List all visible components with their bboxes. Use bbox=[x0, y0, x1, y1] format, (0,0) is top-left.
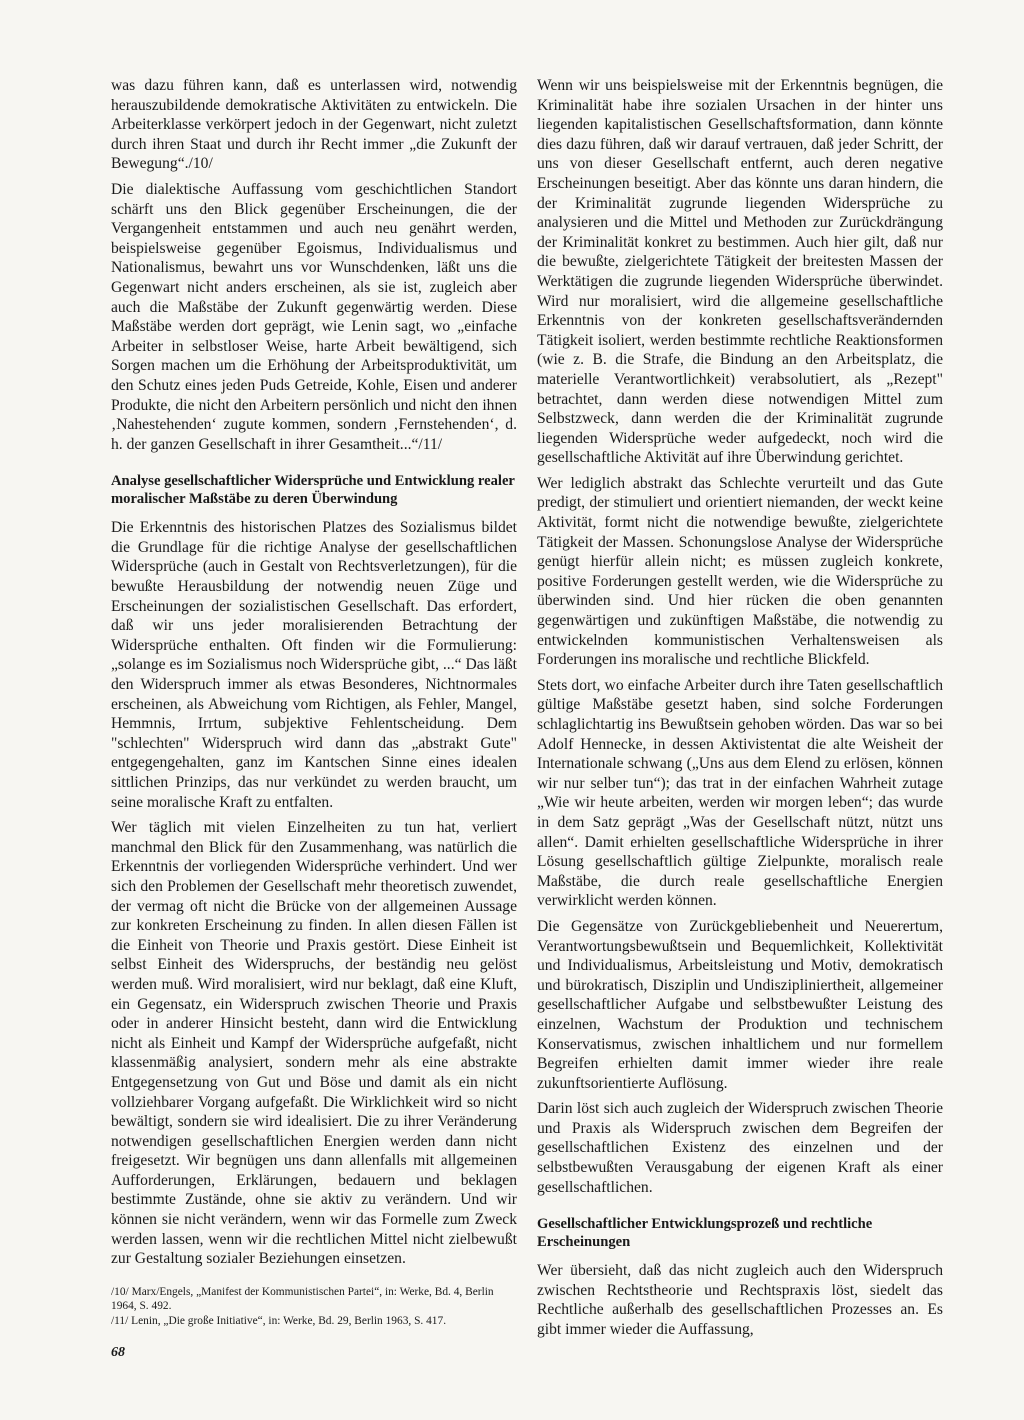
paragraph: Wer übersieht, daß das nicht zugleich auch den Widerspruch zwischen Rechtstheorie und Rechtspraxis löst, siedelt das Rechtliche außerhalb des gesellschaftlichen Prozesses an. Es gibt immer wieder die Auffassung, bbox=[537, 1262, 943, 1339]
footnote-10: /10/ Marx/Engels, „Manifest der Kommunistischen Partei“, in: Werke, Bd. 4, Berlin 1964, S. 492. bbox=[111, 1285, 494, 1313]
paragraph: Die Erkenntnis des historischen Platzes des Sozialismus bildet die Grundlage für die richtige Analyse der gesellschaftlichen Widersprüche (auch in Gestalt von Rechtsverletzungen), für die bewußte Herausbildung der notwendig neuen Züge und Erscheinungen der sozialistischen Gesellschaft. Das erfordert, daß wir uns jeder moralisierenden Betrachtung der Widersprüche enthalten. Oft finden wir die Formulierung: „solange es im Sozialismus noch Widersprüche gibt, ...“ Das läßt den Widerspruch immer als etwas Besonderes, Nichtnormales erscheinen, als Abweichung vom Richtigen, als Fehler, Mangel, Hemmnis, Irrtum, subjektive Fehlentscheidung. Dem "schlechten" Widerspruch wird dann das „abstrakt Gute" entgegengehalten, ganz im Kantschen Sinne eines idealen sittlichen Prinzips, das nur verkündet zu werden braucht, um seine moralische Kraft zu entfalten. bbox=[111, 519, 517, 811]
footnotes bbox=[111, 1285, 517, 1328]
paragraph: Darin löst sich auch zugleich der Widerspruch zwischen Theorie und Praxis als Widerspruch zwischen dem Begreifen der gesellschaftlichen Existenz des einzelnen und der selbstbewußten Verausgabung der eigenen Kraft als einer gesellschaftlichen. bbox=[537, 1100, 943, 1196]
paragraph: Die dialektische Auffassung vom geschichtlichen Standort schärft uns den Blick gegenüber Erscheinungen, die der Vergangenheit entstammen und auch neu genährt werden, beispielsweise gegenüber Egoismus, Individualismus und Nationalismus, bewahrt uns vor Wunschdenken, läßt uns die Gegenwart nicht anders erscheinen, als sie ist, zugleich aber auch die Maßstäbe der Zukunft gegenwärtig werden. Diese Maßstäbe werden dort geprägt, wie Lenin sagt, wo „einfache Arbeiter in selbstloser Weise, harte Arbeit bewältigend, sich Sorgen machen um die Erhöhung der Arbeitsproduktivität, um den Schutz eines jeden Puds Getreide, Kohle, Eisen und anderer Produkte, die nicht den Arbeitern persönlich und nicht den ihnen ‚Nahestehenden‘ zugute kommen, sondern ‚Fernstehenden‘, d. h. der ganzen Gesellschaft in ihrer Gesamtheit...“/11/ bbox=[111, 180, 517, 453]
section-heading: Analyse gesellschaftlicher Widersprüche und Entwicklung realer moralischer Maßstäbe zu deren Überwindung bbox=[111, 473, 515, 508]
paragraph: Stets dort, wo einfache Arbeiter durch ihre Taten gesellschaftlich gültige Maßstäbe gesetzt haben, sind solche Forderungen schlaglichtartig ins Bewußtsein gehoben wörden. Das war so bei Adolf Hennecke, in dessen Aktivistentat die alte Weisheit der Internationale schwang („Uns aus dem Elend zu erlösen, können wir nur selber tun“); das trat in der einfachen Wahrheit zutage „Wie wir heute arbeiten, werden wir morgen leben“; das wurde in dem Satz geprägt „Was der Gesellschaft nützt, nützt uns allen“. Damit erhielten gesellschaftliche Widersprüche in ihrer Lösung gesellschaftlich gültige Zielpunkte, moralisch reale Maßstäbe, die durch reale gesellschaftliche Energien verwirklicht werden können. bbox=[537, 676, 943, 910]
page-number: 68 bbox=[111, 1345, 125, 1360]
paragraph: Wer täglich mit vielen Einzelheiten zu tun hat, verliert manchmal den Blick für den Zusammenhang, was natürlich die Erkenntnis der vorliegenden Widersprüche verhindert. Und wer sich den Problemen der Gesellschaft mehr theoretisch zuwendet, der vermag oft nicht die Brücke von der allgemeinen Aussage zur konkreten Erscheinung zu finden. In allen diesen Fällen ist die Einheit von Theorie und Praxis gestört. Diese Einheit ist selbst Einheit des Widerspruchs, der beständig neu gelöst werden muß. Wird moralisiert, wird nur beklagt, daß eine Kluft, ein Gegensatz, ein Widerspruch zwischen Theorie und Praxis oder in anderer Hinsicht besteht, dann wird die Entwicklung nicht als Einheit und Kampf der Widersprüche aufgefaßt, nicht klassenmäßig analysiert, sondern mehr als eine abstrakte Entgegensetzung von Gut und Böse und damit als ein nicht vollziehbarer Vorgang aufgefaßt. Die Wirklichkeit wird so nicht bewältigt, sondern sie wird idealisiert. Die zu ihrer Veränderung notwendigen gesellschaftlichen Energien werden dann nicht freigesetzt. Wir begnügen uns dann allenfalls mit allgemeinen Aufforderungen, Erklärungen, bedauern und beklagen bestimmte Zustände, ohne sie aktiv zu verändern. Und wir können sie nicht verändern, wenn wir das Formelle zum Zweck werden lassen, wenn wir die rechtlichen Mittel nicht zielbewußt zur Gestaltung sozialer Beziehungen einsetzen. bbox=[111, 819, 517, 1268]
right-column bbox=[537, 76, 943, 1346]
left-column bbox=[111, 76, 517, 1328]
paragraph: was dazu führen kann, daß es unterlassen wird, notwendig herauszubildende demokratische Aktivitäten zu entwickeln. Die Arbeiterklasse verkörpert jedoch in der Gegenwart, nicht zuletzt durch ihren Staat und durch ihr Recht immer „die Zukunft der Bewegung“./10/ bbox=[111, 77, 517, 173]
paragraph: Wenn wir uns beispielsweise mit der Erkenntnis begnügen, die Kriminalität habe ihre sozialen Ursachen in der hinter uns liegenden kapitalistischen Gesellschaftsformation, dann könnte dies dazu führen, daß wir darauf vertrauen, daß jeder Schritt, der uns von dieser Gesellschaft entfernt, auch deren negative Erscheinungen beseitigt. Aber das könnte uns daran hindern, die der Kriminalität zugrunde liegenden Widersprüche zu analysieren und die Mittel und Methoden zur Zurückdrängung der Kriminalität konkret zu bestimmen. Auch hier gilt, daß nur die bewußte, zielgerichtete Tätigkeit der breitesten Massen der Werktätigen die zugrunde liegenden Widersprüche überwindet. Wird nur moralisiert, wird die allgemeine gesellschaftliche Erkenntnis von der konkreten gesellschaftsverändernden Tätigkeit isoliert, werden bestimmte rechtliche Reaktionsformen (wie z. B. die Strafe, die Bindung an den Arbeitsplatz, die materielle Verantwortlichkeit) verabsolutiert, als „Rezept" betrachtet, dann werden diese notwendigen Mittel zum Selbstzweck, dann werden die der Kriminalität zugrunde liegenden Widersprüche weder aufgedeckt, noch wird die gesellschaftliche Aktivität auf ihre Überwindung gerichtet. bbox=[537, 77, 943, 467]
paragraph: Die Gegensätze von Zurückgebliebenheit und Neuerertum, Verantwortungsbewußtsein und Bequemlichkeit, Kollektivität und Individualismus, Arbeitsleistung und Motiv, demokratisch und bürokratisch, Disziplin und Undiszipliniertheit, allgemeiner gesellschaftlicher Aufgabe und selbstbewußter Leistung des einzelnen, Wachstum der Produktion und technischem Konservatismus, zwischen inhaltlichem und nur formellem Begreifen erhielten damit immer wieder ihre reale zukunftsorientierte Auflösung. bbox=[537, 917, 943, 1092]
paragraph: Wer lediglich abstrakt das Schlechte verurteilt und das Gute predigt, der stimuliert und orientiert niemanden, der weckt keine Aktivität, formt nicht die notwendige bewußte, zielgerichtete Tätigkeit der Massen. Schonungslose Analyse der Widersprüche genügt hierfür allein nicht; es müssen zugleich konkrete, positive Forderungen gestellt werden, wie die Widersprüche zu überwinden sind. Und hier rücken die oben genannten gegenwärtigen und zukünftigen Maßstäbe, die notwendig zu entwickelnden kommunistischen Verhaltensweisen als Forderungen ins moralische und rechtliche Blickfeld. bbox=[537, 474, 943, 669]
section-heading: Gesellschaftlicher Entwicklungsprozeß und rechtliche Erscheinungen bbox=[537, 1216, 873, 1251]
footnote-11: /11/ Lenin, „Die große Initiative“, in: Werke, Bd. 29, Berlin 1963, S. 417. bbox=[111, 1314, 447, 1327]
